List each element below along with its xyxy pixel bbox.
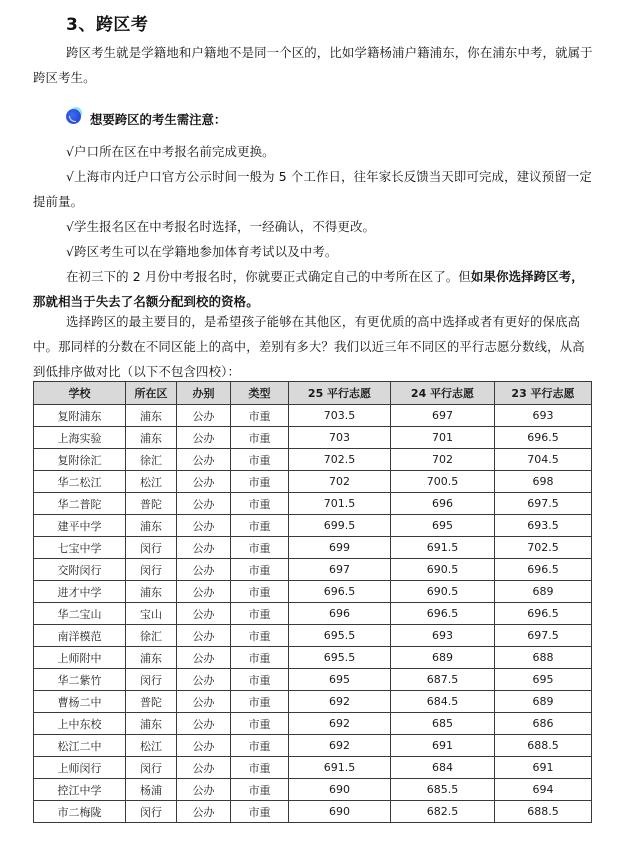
cell-type: 市重	[231, 427, 289, 449]
cell-district: 闵行	[126, 669, 177, 691]
cell-ownership: 公办	[177, 427, 231, 449]
cell-score-23: 689	[495, 581, 592, 603]
table-row	[34, 537, 592, 559]
cell-type: 市重	[231, 757, 289, 779]
cell-school: 复附徐汇	[34, 449, 126, 471]
table-row	[34, 493, 592, 515]
cell-score-24: 696.5	[391, 603, 495, 625]
registration-warning: 如果你选择跨区考，那就相当于失去了名额分配到校的资格。	[33, 269, 584, 309]
cell-score-25: 702	[289, 471, 391, 493]
cell-ownership: 公办	[177, 757, 231, 779]
cell-score-23: 686	[495, 713, 592, 735]
cell-score-23: 691	[495, 757, 592, 779]
cell-district: 浦东	[126, 581, 177, 603]
cell-ownership: 公办	[177, 405, 231, 427]
cell-score-25: 695	[289, 669, 391, 691]
cell-type: 市重	[231, 669, 289, 691]
cell-score-25: 692	[289, 713, 391, 735]
cell-ownership: 公办	[177, 581, 231, 603]
cell-district: 浦东	[126, 427, 177, 449]
cell-district: 浦东	[126, 515, 177, 537]
table-row	[34, 559, 592, 581]
cell-score-25: 703.5	[289, 405, 391, 427]
cell-score-25: 699	[289, 537, 391, 559]
table-row	[34, 735, 592, 757]
cell-school: 七宝中学	[34, 537, 126, 559]
cell-score-25: 703	[289, 427, 391, 449]
cell-ownership: 公办	[177, 647, 231, 669]
cell-score-25: 690	[289, 801, 391, 823]
cell-score-25: 692	[289, 691, 391, 713]
table-row	[34, 581, 592, 603]
table-row	[34, 427, 592, 449]
cell-score-23: 693.5	[495, 515, 592, 537]
table-row	[34, 515, 592, 537]
cell-ownership: 公办	[177, 713, 231, 735]
cell-ownership: 公办	[177, 779, 231, 801]
cell-school: 市二梅陇	[34, 801, 126, 823]
cell-score-24: 691	[391, 735, 495, 757]
note-item: √上海市内迁户口官方公示时间一般为 5 个工作日，往年家长反馈当天即可完成，建议预留一定提前量。	[33, 169, 592, 209]
cell-type: 市重	[231, 779, 289, 801]
header-type: 类型	[231, 382, 289, 405]
cell-school: 控江中学	[34, 779, 126, 801]
cell-district: 浦东	[126, 647, 177, 669]
cell-school: 曹杨二中	[34, 691, 126, 713]
cell-type: 市重	[231, 625, 289, 647]
table-row	[34, 691, 592, 713]
cell-ownership: 公办	[177, 735, 231, 757]
cell-score-24: 701	[391, 427, 495, 449]
score-comparison-table	[33, 381, 592, 823]
cell-type: 市重	[231, 449, 289, 471]
cell-district: 闵行	[126, 801, 177, 823]
cell-type: 市重	[231, 471, 289, 493]
cell-score-25: 695.5	[289, 647, 391, 669]
cell-score-23: 695	[495, 669, 592, 691]
note-item: √户口所在区在中考报名前完成更换。	[66, 144, 275, 159]
cell-score-23: 697.5	[495, 493, 592, 515]
cell-type: 市重	[231, 713, 289, 735]
cell-school: 华二宝山	[34, 603, 126, 625]
cell-district: 宝山	[126, 603, 177, 625]
cell-score-24: 690.5	[391, 559, 495, 581]
cell-ownership: 公办	[177, 493, 231, 515]
cell-score-24: 685.5	[391, 779, 495, 801]
cell-ownership: 公办	[177, 449, 231, 471]
cell-type: 市重	[231, 801, 289, 823]
cell-score-25: 699.5	[289, 515, 391, 537]
cell-school: 上中东校	[34, 713, 126, 735]
cell-type: 市重	[231, 647, 289, 669]
cell-score-24: 685	[391, 713, 495, 735]
cell-score-25: 692	[289, 735, 391, 757]
table-row	[34, 801, 592, 823]
table-row	[34, 449, 592, 471]
blue-bubble-icon	[66, 107, 82, 125]
cell-score-25: 702.5	[289, 449, 391, 471]
cell-ownership: 公办	[177, 625, 231, 647]
cell-score-23: 693	[495, 405, 592, 427]
cell-score-23: 689	[495, 691, 592, 713]
cell-score-25: 696	[289, 603, 391, 625]
cell-type: 市重	[231, 537, 289, 559]
cell-score-24: 684	[391, 757, 495, 779]
header-ownership: 办别	[177, 382, 231, 405]
cell-score-25: 696.5	[289, 581, 391, 603]
cell-score-25: 701.5	[289, 493, 391, 515]
cell-score-24: 684.5	[391, 691, 495, 713]
registration-paragraph	[33, 264, 593, 314]
cell-score-23: 694	[495, 779, 592, 801]
cell-school: 松江二中	[34, 735, 126, 757]
cell-ownership: 公办	[177, 801, 231, 823]
cell-district: 徐汇	[126, 625, 177, 647]
header-score-23: 23 平行志愿	[495, 382, 592, 405]
cell-school: 建平中学	[34, 515, 126, 537]
cell-district: 松江	[126, 735, 177, 757]
cell-ownership: 公办	[177, 559, 231, 581]
table-row	[34, 471, 592, 493]
note-item: √学生报名区在中考报名时选择，一经确认，不得更改。	[66, 219, 376, 234]
cell-type: 市重	[231, 559, 289, 581]
cell-score-23: 688	[495, 647, 592, 669]
cell-score-23: 696.5	[495, 427, 592, 449]
cell-ownership: 公办	[177, 603, 231, 625]
header-score-25: 25 平行志愿	[289, 382, 391, 405]
note-item: √跨区考生可以在学籍地参加体育考试以及中考。	[66, 244, 338, 259]
cell-score-25: 697	[289, 559, 391, 581]
cell-score-24: 693	[391, 625, 495, 647]
cell-score-24: 700.5	[391, 471, 495, 493]
cell-school: 南洋模范	[34, 625, 126, 647]
cell-score-23: 696.5	[495, 603, 592, 625]
cell-district: 浦东	[126, 405, 177, 427]
table-row	[34, 647, 592, 669]
cell-ownership: 公办	[177, 537, 231, 559]
header-score-24: 24 平行志愿	[391, 382, 495, 405]
cell-type: 市重	[231, 581, 289, 603]
cell-school: 华二松江	[34, 471, 126, 493]
cell-score-23: 702.5	[495, 537, 592, 559]
cell-type: 市重	[231, 515, 289, 537]
cell-score-25: 695.5	[289, 625, 391, 647]
notice-title: 想要跨区的考生需注意：	[90, 112, 227, 127]
cell-score-24: 687.5	[391, 669, 495, 691]
cell-type: 市重	[231, 691, 289, 713]
table-row	[34, 757, 592, 779]
cell-district: 闵行	[126, 559, 177, 581]
cell-school: 华二紫竹	[34, 669, 126, 691]
cell-score-24: 695	[391, 515, 495, 537]
cell-score-24: 696	[391, 493, 495, 515]
cell-district: 松江	[126, 471, 177, 493]
header-district: 所在区	[126, 382, 177, 405]
cell-score-23: 704.5	[495, 449, 592, 471]
cell-school: 上师附中	[34, 647, 126, 669]
registration-text: 在初三下的 2 月份中考报名时，你就要正式确定自己的中考所在区了。但	[66, 269, 471, 284]
cell-district: 普陀	[126, 493, 177, 515]
cell-score-24: 690.5	[391, 581, 495, 603]
cell-score-23: 697.5	[495, 625, 592, 647]
table-row	[34, 603, 592, 625]
table-row	[34, 405, 592, 427]
cell-score-25: 691.5	[289, 757, 391, 779]
cell-district: 杨浦	[126, 779, 177, 801]
table-row	[34, 669, 592, 691]
cell-score-23: 696.5	[495, 559, 592, 581]
table-header-row	[34, 382, 592, 405]
cell-score-25: 690	[289, 779, 391, 801]
cell-type: 市重	[231, 603, 289, 625]
cell-type: 市重	[231, 735, 289, 757]
notice-heading	[66, 104, 226, 134]
cell-score-24: 689	[391, 647, 495, 669]
cell-school: 交附闵行	[34, 559, 126, 581]
cell-school: 复附浦东	[34, 405, 126, 427]
cell-type: 市重	[231, 493, 289, 515]
cell-ownership: 公办	[177, 669, 231, 691]
table-row	[34, 779, 592, 801]
cell-ownership: 公办	[177, 691, 231, 713]
cell-school: 上师闵行	[34, 757, 126, 779]
cell-district: 徐汇	[126, 449, 177, 471]
cell-school: 进才中学	[34, 581, 126, 603]
cell-score-24: 682.5	[391, 801, 495, 823]
section-heading: 3、跨区考	[66, 15, 149, 35]
cell-ownership: 公办	[177, 515, 231, 537]
cell-school: 上海实验	[34, 427, 126, 449]
cell-type: 市重	[231, 405, 289, 427]
cell-district: 浦东	[126, 713, 177, 735]
cell-district: 闵行	[126, 537, 177, 559]
cell-score-23: 698	[495, 471, 592, 493]
cell-district: 普陀	[126, 691, 177, 713]
cell-ownership: 公办	[177, 471, 231, 493]
header-school: 学校	[34, 382, 126, 405]
cell-score-23: 688.5	[495, 801, 592, 823]
cell-score-23: 688.5	[495, 735, 592, 757]
cell-score-24: 697	[391, 405, 495, 427]
cell-school: 华二普陀	[34, 493, 126, 515]
purpose-paragraph: 选择跨区的最主要目的，是希望孩子能够在其他区，有更优质的高中选择或者有更好的保底高中。那同样的分数在不同区能上的高中，差别有多大？我们以近三年不同区的平行志愿分数线，从高到低排序做对比（以下不包含四校）：	[33, 314, 585, 379]
cell-district: 闵行	[126, 757, 177, 779]
table-row	[34, 625, 592, 647]
cell-score-24: 702	[391, 449, 495, 471]
cell-score-24: 691.5	[391, 537, 495, 559]
intro-paragraph: 跨区考生就是学籍地和户籍地不是同一个区的，比如学籍杨浦户籍浦东，你在浦东中考，就属于跨区考生。	[33, 45, 593, 85]
table-row	[34, 713, 592, 735]
